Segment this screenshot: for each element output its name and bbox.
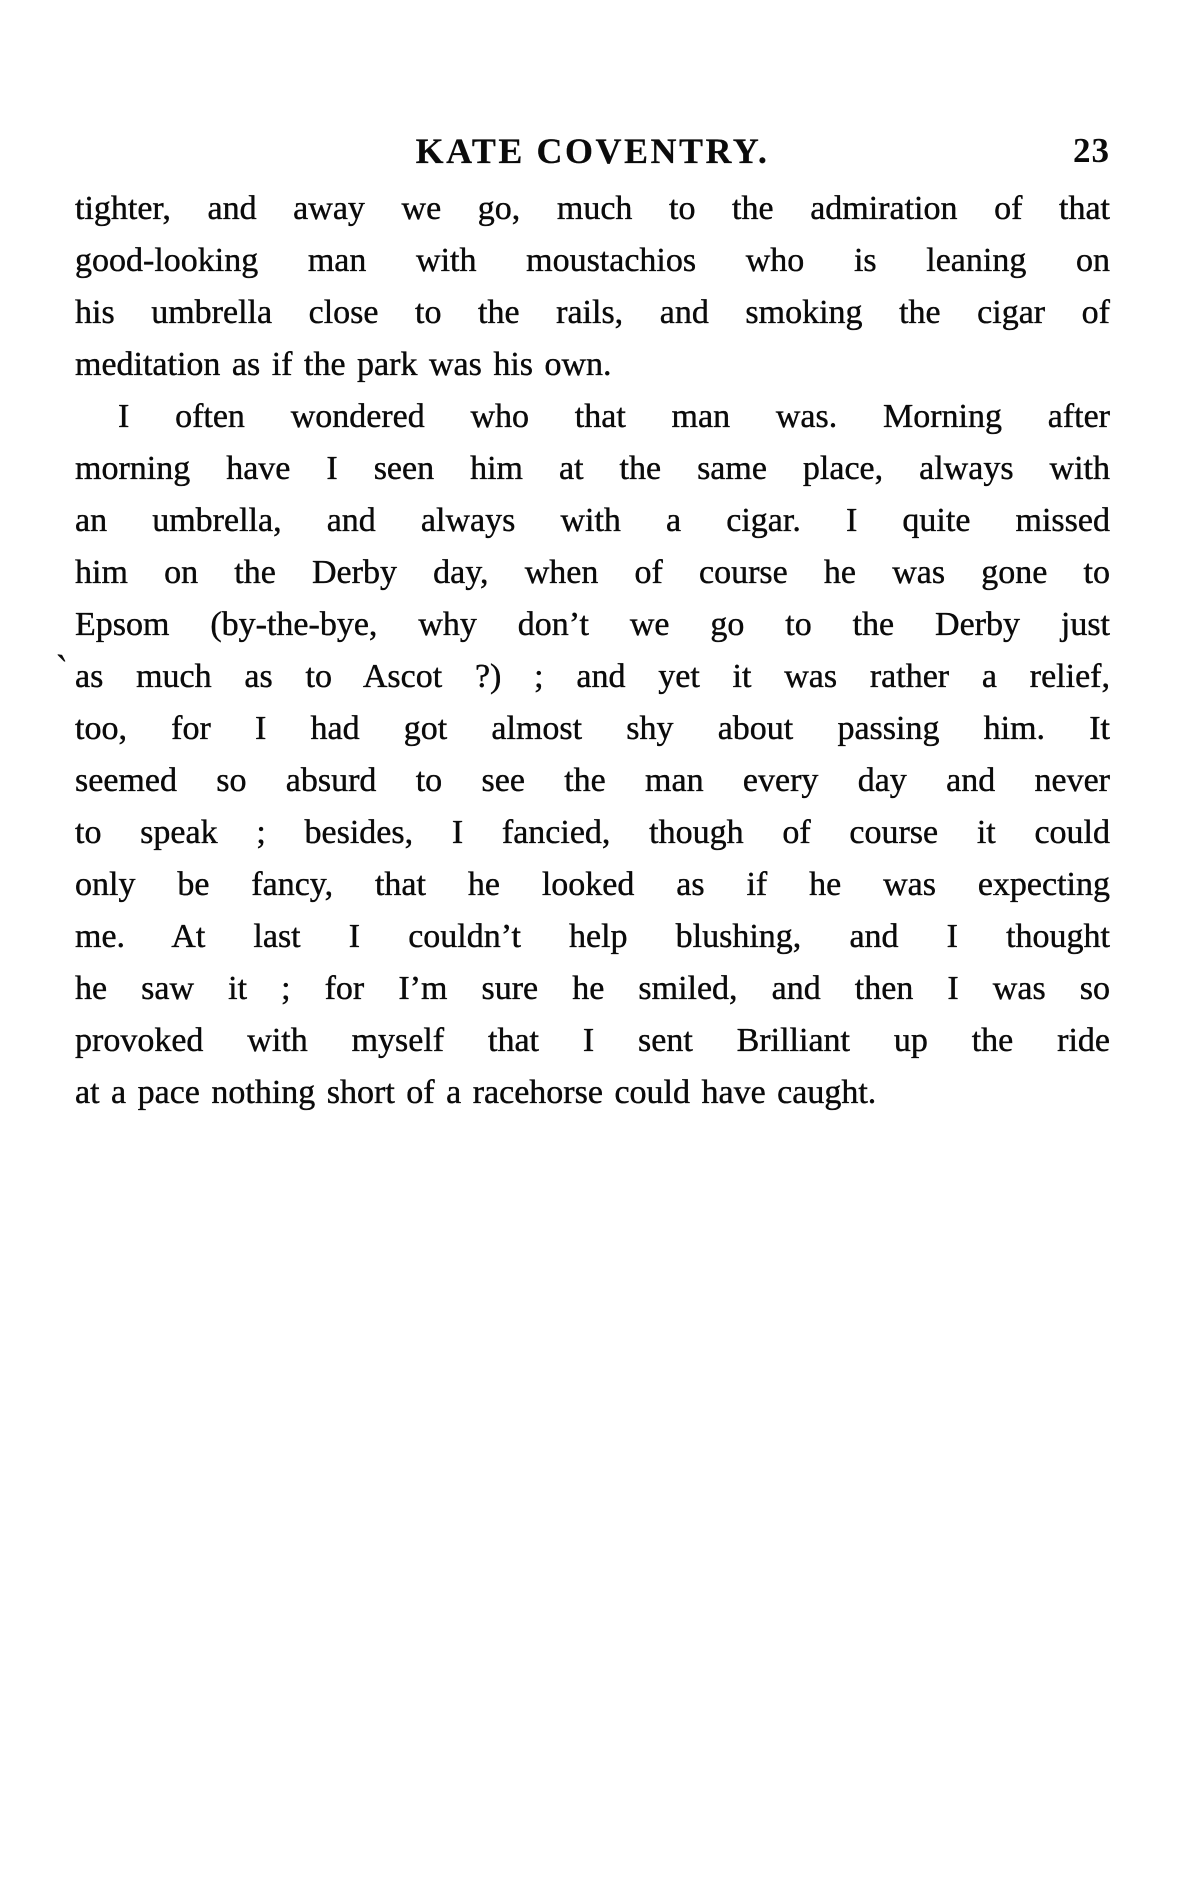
text-line: his umbrella close to the rails, and smoking the cigar of — [75, 294, 1110, 331]
text-line-paragraph-start: I often wondered who that man was. Morning after — [118, 398, 1110, 435]
text-line: me. At last I couldn’t help blushing, and I thought — [75, 918, 1110, 955]
text-line: Epsom (by-the-bye, why don’t we go to the Derby just — [75, 606, 1110, 643]
text-line: an umbrella, and always with a cigar. I quite missed — [75, 502, 1110, 539]
text-line: provoked with myself that I sent Brilliant up the ride — [75, 1022, 1110, 1059]
text-line: as much as to Ascot ?) ; and yet it was rather a relief, — [75, 658, 1110, 695]
page-header — [75, 128, 1110, 174]
text-line: he saw it ; for I’m sure he smiled, and then I was so — [75, 970, 1110, 1007]
text-line: good-looking man with moustachios who is leaning on — [75, 242, 1110, 279]
text-line-paragraph-end: at a pace nothing short of a racehorse could have caught. — [75, 1074, 877, 1111]
text-line-paragraph-end: meditation as if the park was his own. — [75, 346, 612, 383]
page-number: 23 — [1073, 131, 1110, 170]
text-line: only be fancy, that he looked as if he was expecting — [75, 866, 1110, 903]
text-line: seemed so absurd to see the man every day and never — [75, 762, 1110, 799]
text-line: tighter, and away we go, much to the admiration of that — [75, 190, 1110, 227]
text-line: too, for I had got almost shy about passing him. It — [75, 710, 1110, 747]
text-line: to speak ; besides, I fancied, though of course it could — [75, 814, 1110, 851]
running-title: KATE COVENTRY. — [415, 131, 770, 171]
margin-artifact-mark: ` — [49, 647, 71, 695]
text-line: morning have I seen him at the same place, always with — [75, 450, 1110, 487]
body-text — [75, 183, 1110, 1119]
text-line: him on the Derby day, when of course he was gone to — [75, 554, 1110, 591]
